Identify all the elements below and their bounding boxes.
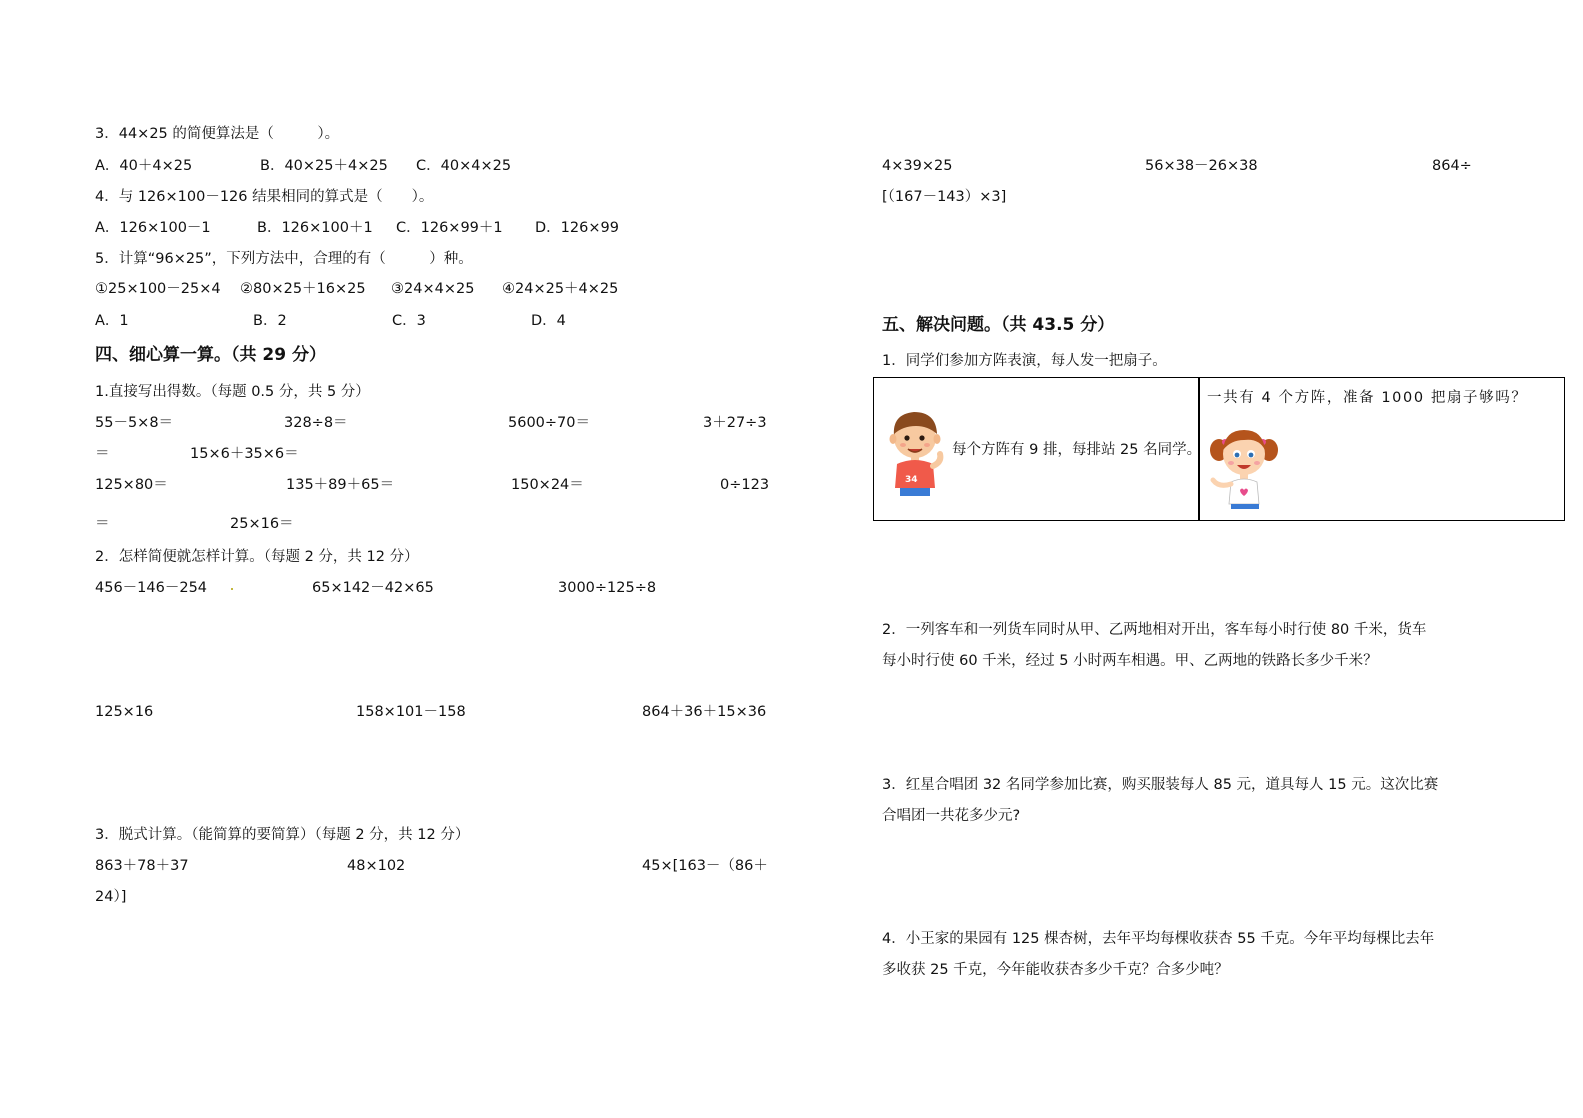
calc-item: 3000÷125÷8 xyxy=(558,580,657,596)
p1-stem: 1．同学们参加方阵表演，每人发一把扇子。 xyxy=(882,353,1167,369)
q3-option-c: C．40×4×25 xyxy=(416,158,512,174)
q5-method-1: ①25×100－25×4 xyxy=(95,281,221,297)
q5-option-a: A．1 xyxy=(95,313,129,329)
p4-line1: 4．小王家的果园有 125 棵杏树，去年平均每棵收获杏 55 千克。今年平均每棵比去年 xyxy=(882,931,1435,947)
calc-item: 45×[163－（86＋ xyxy=(642,858,768,874)
part1-title: 1.直接写出得数。（每题 0.5 分，共 5 分） xyxy=(95,384,370,400)
calc-item: 456－146－254 xyxy=(95,580,208,596)
calc-item: 25×16＝ xyxy=(230,516,294,532)
q5-option-b: B．2 xyxy=(253,313,287,329)
calc-item: 158×101－158 xyxy=(356,704,466,720)
q5-method-2: ②80×25＋16×25 xyxy=(240,281,366,297)
part3-title: 3．脱式计算。（能简算的要简算）（每题 2 分，共 12 分） xyxy=(95,827,470,843)
calc-item: 863＋78＋37 xyxy=(95,858,189,874)
q4-option-b: B．126×100＋1 xyxy=(257,220,373,236)
p2-line1: 2．一列客车和一列货车同时从甲、乙两地相对开出，客车每小时行使 80 千米，货车 xyxy=(882,622,1427,638)
q5-method-3: ③24×4×25 xyxy=(391,281,475,297)
p4-line2: 多收获 25 千克，今年能收获杏多少千克？合多少吨？ xyxy=(882,962,1229,978)
girl-illustration xyxy=(1207,424,1285,510)
calc-item: 24）] xyxy=(95,889,127,905)
calc-item: 328÷8＝ xyxy=(284,415,348,431)
girl-speech: 一共有 4 个方阵，准备 1000 把扇子够吗？ xyxy=(1207,390,1528,406)
q5-option-c: C．3 xyxy=(392,313,426,329)
calc-item: 56×38－26×38 xyxy=(1145,158,1258,174)
part2-title: 2．怎样简便就怎样计算。（每题 2 分，共 12 分） xyxy=(95,549,419,565)
q5-method-4: ④24×25＋4×25 xyxy=(502,281,619,297)
calc-item: 150×24＝ xyxy=(511,477,584,493)
q4-option-c: C．126×99＋1 xyxy=(396,220,503,236)
q4-option-d: D．126×99 xyxy=(535,220,619,236)
calc-item: ＝ xyxy=(95,516,110,532)
q3-option-a: A．40＋4×25 xyxy=(95,158,193,174)
calc-item: 3＋27÷3 xyxy=(703,415,767,431)
calc-item: 125×16 xyxy=(95,704,154,720)
stray-dot xyxy=(231,588,233,590)
q4-stem: 4．与 126×100－126 结果相同的算式是（ ）。 xyxy=(95,189,434,205)
calc-item: 5600÷70＝ xyxy=(508,415,591,431)
p3-line1: 3．红星合唱团 32 名同学参加比赛，购买服装每人 85 元，道具每人 15 元。这次比赛 xyxy=(882,777,1439,793)
calc-item: ＝ xyxy=(95,446,110,462)
calc-item: 125×80＝ xyxy=(95,477,168,493)
q3-stem: 3．44×25 的简便算法是（ ）。 xyxy=(95,126,340,142)
p3-line2: 合唱团一共花多少元? xyxy=(882,808,1021,824)
p2-line2: 每小时行使 60 千米，经过 5 小时两车相遇。甲、乙两地的铁路长多少千米？ xyxy=(882,653,1378,669)
calc-item: 48×102 xyxy=(347,858,406,874)
q5-option-d: D．4 xyxy=(531,313,566,329)
q4-option-a: A．126×100－1 xyxy=(95,220,211,236)
calc-item: [（167－143）×3] xyxy=(882,189,1007,205)
calc-item: 0÷123 xyxy=(720,477,770,493)
calc-item: 135＋89＋65＝ xyxy=(286,477,395,493)
calc-item: 864＋36＋15×36 xyxy=(642,704,767,720)
boy-shirt-number: 34 xyxy=(905,475,918,485)
section5-title: 五、解决问题。（共 43.5 分） xyxy=(882,315,1115,335)
calc-item: 4×39×25 xyxy=(882,158,953,174)
calc-item: 55－5×8＝ xyxy=(95,415,174,431)
calc-item: 864÷ xyxy=(1432,158,1472,174)
boy-speech: 每个方阵有 9 排，每排站 25 名同学。 xyxy=(952,442,1202,458)
calc-item: 15×6＋35×6＝ xyxy=(190,446,299,462)
q3-option-b: B．40×25＋4×25 xyxy=(260,158,388,174)
section4-title: 四、细心算一算。（共 29 分） xyxy=(95,345,326,365)
calc-item: 65×142－42×65 xyxy=(312,580,434,596)
q5-stem: 5．计算“96×25”，下列方法中，合理的有（ ）种。 xyxy=(95,251,473,267)
